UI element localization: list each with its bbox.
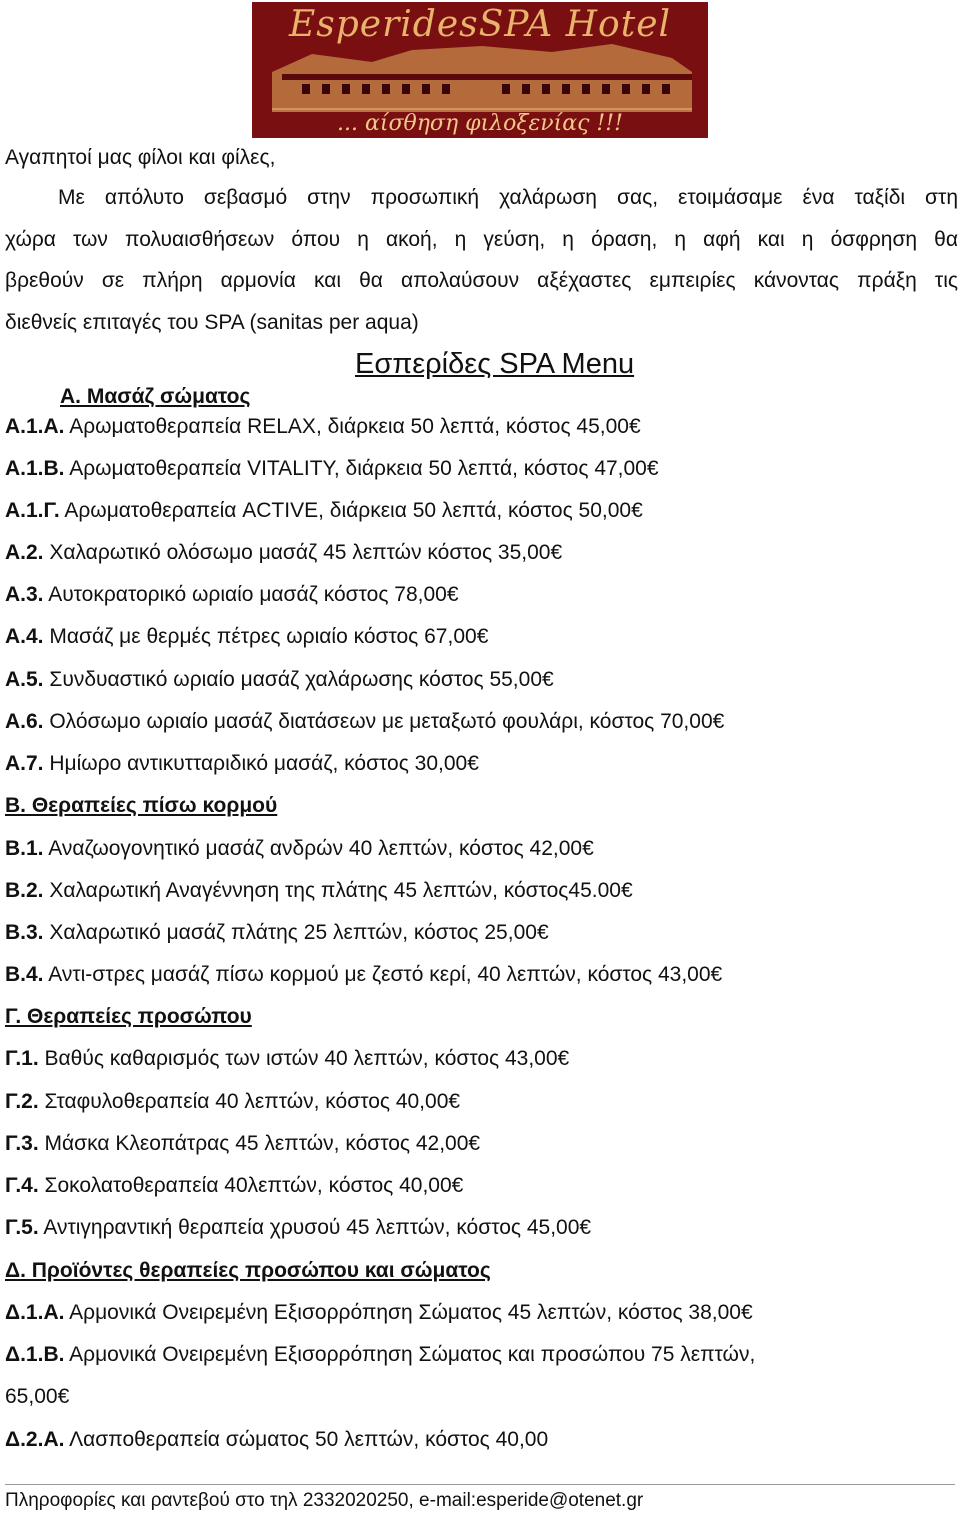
menu-item-text: Αντιγηραντική θεραπεία χρυσού 45 λεπτών, κόστος 45,00 bbox=[38, 1216, 580, 1239]
menu-item bbox=[5, 624, 488, 650]
euro-icon: € bbox=[468, 1132, 481, 1155]
menu-item bbox=[5, 1046, 569, 1072]
menu-item bbox=[5, 878, 633, 904]
menu-item bbox=[5, 1173, 463, 1199]
menu-item-code: Δ.2.Α. bbox=[5, 1428, 65, 1451]
menu-item-text: Μάσκα Κλεοπάτρας 45 λεπτών, κόστος 42,00 bbox=[38, 1132, 469, 1155]
menu-item bbox=[5, 1300, 753, 1326]
menu-item-text: Αναζωογονητικό μασάζ ανδρών 40 λεπτών, κόστος 42,00 bbox=[43, 837, 583, 860]
menu-item-text: Σταφυλοθεραπεία 40 λεπτών, κόστος 40,00 bbox=[38, 1090, 449, 1113]
euro-icon: € bbox=[550, 541, 563, 564]
menu-item-text: Αρμονικά Ονειρεμένη Εξισορρόπηση Σώματος 45 λεπτών, κόστος 38,00 bbox=[64, 1301, 741, 1324]
menu-item-text: Αρωματοθεραπεία ACTIVE, διάρκεια 50 λεπτά, κόστος 50,00 bbox=[59, 499, 632, 522]
menu-item bbox=[5, 836, 594, 862]
menu-item-text: Αρωματοθεραπεία RELAX, διάρκεια 50 λεπτά, κόστος 45,00 bbox=[64, 415, 629, 438]
menu-item bbox=[5, 1427, 548, 1453]
euro-icon: € bbox=[628, 415, 641, 438]
euro-icon: € bbox=[620, 879, 633, 902]
menu-item bbox=[5, 751, 479, 777]
menu-item-code: Γ.5. bbox=[5, 1216, 39, 1239]
menu-item-text: Χαλαρωτικό μασάζ πλάτης 25 λεπτών, κόστος 25,00 bbox=[43, 921, 537, 944]
menu-item-text: Αυτοκρατορικό ωριαίο μασάζ κόστος 78,00 bbox=[43, 583, 447, 606]
section-heading-b: Β. Θεραπείες πίσω κορμού bbox=[5, 794, 278, 817]
logo-title: EsperidesSPA Hotel bbox=[288, 4, 672, 45]
euro-icon: € bbox=[448, 1090, 461, 1113]
menu-item-text: 65,00 bbox=[5, 1385, 58, 1408]
menu-item-code: Α.1.Β. bbox=[5, 457, 65, 480]
euro-icon: € bbox=[710, 963, 723, 986]
menu-item-code: Α.2. bbox=[5, 541, 44, 564]
greeting: Αγαπητοί μας φίλοι και φίλες, bbox=[5, 146, 276, 169]
menu-title: Εσπερίδες SPA Menu bbox=[355, 348, 635, 380]
euro-icon: € bbox=[712, 710, 725, 733]
menu-item bbox=[5, 456, 659, 482]
euro-icon: € bbox=[579, 1216, 592, 1239]
menu-item bbox=[5, 1131, 480, 1157]
intro-line: Με απόλυτο σεβασμό στην προσωπική χαλάρωση σας, ετοιμάσαμε ένα ταξίδι στη bbox=[58, 186, 958, 209]
menu-item-code: Β.4. bbox=[5, 963, 44, 986]
euro-icon: € bbox=[57, 1385, 70, 1408]
euro-icon: € bbox=[536, 921, 549, 944]
euro-icon: € bbox=[451, 1174, 464, 1197]
menu-item bbox=[5, 414, 641, 440]
section-heading-c: Γ. Θεραπείες προσώπου bbox=[5, 1005, 252, 1028]
euro-icon: € bbox=[446, 583, 459, 606]
menu-item-text: Μασάζ με θερμές πέτρες ωριαίο κόστος 67,00 bbox=[43, 625, 477, 648]
menu-item-code: Α.6. bbox=[5, 710, 44, 733]
footer-contact: Πληροφορίες και ραντεβού στο τηλ 2332020250, e-mail:esperide@otenet.gr bbox=[5, 1490, 644, 1511]
menu-item-text: Ολόσωμο ωριαίο μασάζ διατάσεων με μεταξωτό φουλάρι, κόστος 70,00 bbox=[43, 710, 713, 733]
euro-icon: € bbox=[476, 625, 489, 648]
menu-item-code: Α.4. bbox=[5, 625, 44, 648]
menu-item bbox=[5, 1089, 460, 1115]
menu-item bbox=[5, 498, 643, 524]
menu-item-text: Συνδυαστικό ωριαίο μασάζ χαλάρωσης κόστος 55,00 bbox=[43, 668, 542, 691]
menu-item-code: Β.1. bbox=[5, 837, 44, 860]
menu-item-text: Ημίωρο αντικυτταριδικό μασάζ, κόστος 30,00 bbox=[43, 752, 468, 775]
euro-icon: € bbox=[467, 752, 479, 775]
menu-item-text: Αντι-στρες μασάζ πίσω κορμού με ζεστό κερί, 40 λεπτών, κόστος 43,00 bbox=[43, 963, 711, 986]
menu-item bbox=[5, 920, 549, 946]
menu-item-code: Α.5. bbox=[5, 668, 44, 691]
menu-item-code: Γ.1. bbox=[5, 1047, 39, 1070]
euro-icon: € bbox=[740, 1301, 753, 1324]
menu-item-code: Α.7. bbox=[5, 752, 44, 775]
menu-item bbox=[5, 962, 722, 988]
menu-item-text: Λασποθεραπεία σώματος 50 λεπτών, κόστος 40,00 bbox=[64, 1428, 549, 1451]
menu-item-text: Βαθύς καθαρισμός των ιστών 40 λεπτών, κόστος 43,00 bbox=[38, 1047, 558, 1070]
menu-item bbox=[5, 709, 724, 735]
section-heading-a: Α. Μασάζ σώματος bbox=[60, 385, 251, 408]
menu-item bbox=[5, 667, 554, 693]
menu-item bbox=[5, 1384, 69, 1410]
menu-item-code: Β.2. bbox=[5, 879, 44, 902]
euro-icon: € bbox=[631, 499, 643, 522]
menu-item-text: Αρωματοθεραπεία VITALITY, διάρκεια 50 λεπτά, κόστος 47,00 bbox=[64, 457, 647, 480]
intro-line: βρεθούν σε πλήρη αρμονία και θα απολαύσουν αξέχαστες εμπειρίες κάνοντας πράξη τις bbox=[5, 269, 958, 292]
menu-item-code: Β.3. bbox=[5, 921, 44, 944]
euro-icon: € bbox=[582, 837, 594, 860]
menu-item bbox=[5, 1342, 755, 1368]
menu-item bbox=[5, 582, 459, 608]
menu-item-code: Δ.1.Α. bbox=[5, 1301, 65, 1324]
menu-item-code: Α.3. bbox=[5, 583, 44, 606]
menu-item bbox=[5, 1215, 591, 1241]
hotel-logo bbox=[252, 2, 708, 138]
menu-item-code: Α.1.Γ. bbox=[5, 499, 60, 522]
menu-item-code: Α.1.Α. bbox=[5, 415, 65, 438]
menu-item-code: Γ.2. bbox=[5, 1090, 39, 1113]
intro-line: χώρα των πολυαισθήσεων όπου η ακοή, η γεύση, η όραση, η αφή και η όσφρηση θα bbox=[5, 228, 958, 251]
menu-item-text: Σοκολατοθεραπεία 40λεπτών, κόστος 40,00 bbox=[38, 1174, 452, 1197]
menu-item-text: Χαλαρωτική Αναγέννηση της πλάτης 45 λεπτών, κόστος45.00 bbox=[43, 879, 621, 902]
menu-item-code: Γ.4. bbox=[5, 1174, 39, 1197]
menu-item bbox=[5, 540, 562, 566]
menu-item-code: Δ.1.Β. bbox=[5, 1343, 65, 1366]
section-heading-d: Δ. Προϊόντες θεραπείες προσώπου και σώματος bbox=[5, 1259, 491, 1282]
footer-divider bbox=[5, 1484, 955, 1485]
euro-icon: € bbox=[542, 668, 554, 691]
intro-line: διεθνείς επιταγές του SPA (sanitas per aqua) bbox=[5, 311, 419, 334]
logo-tagline: ... αίσθηση φιλοξενίας !!! bbox=[337, 111, 623, 136]
menu-item-text: Χαλαρωτικό ολόσωμο μασάζ 45 λεπτών κόστος 35,00 bbox=[43, 541, 551, 564]
menu-item-code: Γ.3. bbox=[5, 1132, 39, 1155]
euro-icon: € bbox=[557, 1047, 570, 1070]
menu-item-text: Αρμονικά Ονειρεμένη Εξισορρόπηση Σώματος και προσώπου 75 λεπτών, bbox=[64, 1343, 756, 1366]
euro-icon: € bbox=[646, 457, 659, 480]
